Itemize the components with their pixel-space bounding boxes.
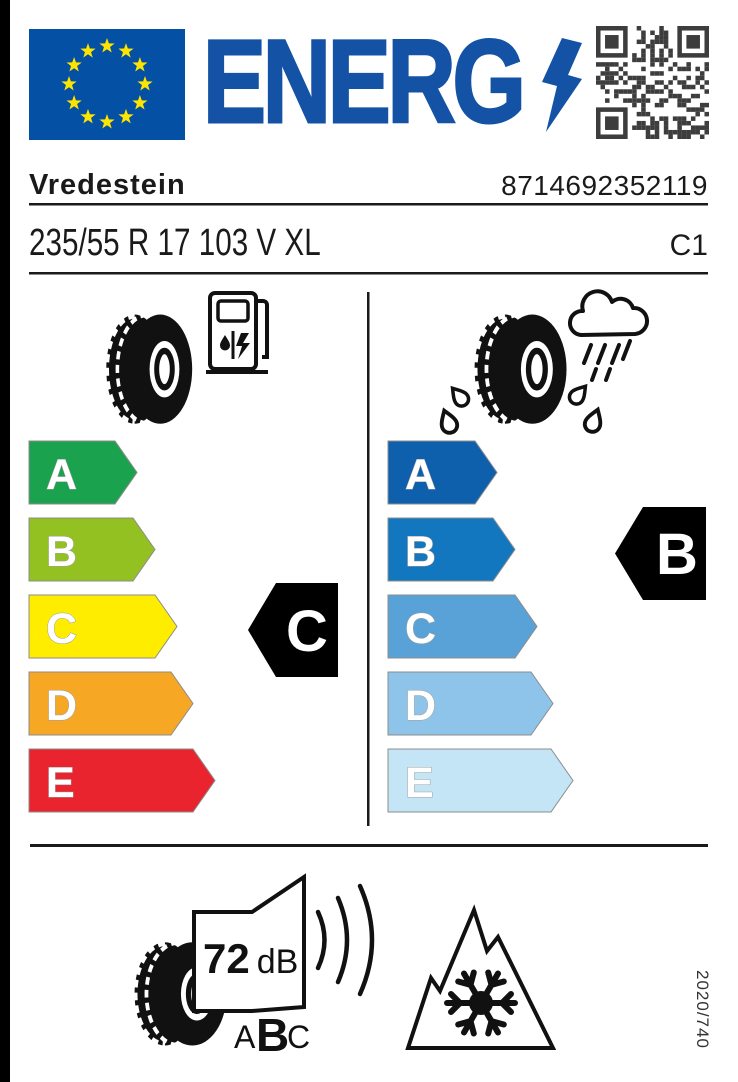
noise-value-text: 72 dB [203,935,299,982]
rule-above-noise [30,844,708,847]
svg-text:C: C [46,605,78,653]
tyre-class: C1 [669,229,708,262]
rule-under-supplier [29,203,708,206]
noise-class-rating: B [256,1009,290,1061]
energy-logo-text: ENERG [203,16,523,148]
svg-text:E: E [405,759,434,807]
svg-text:A: A [405,451,437,499]
tyre-fuel-pump-icon [106,293,268,424]
noise-class-a: A [234,1019,256,1055]
three-peak-mountain-snowflake-icon [408,910,553,1048]
wet-grip-scale [388,441,573,812]
svg-text:B: B [405,528,437,576]
tyre-size-designation: 235/55 R 17 103 V XL [29,222,321,264]
svg-text:D: D [46,682,78,730]
wet-grip-rating-indicator [615,507,706,600]
svg-text:B: B [46,528,78,576]
noise-class-c: C [287,1019,311,1055]
svg-text:D: D [405,682,437,730]
svg-text:A: A [46,451,78,499]
regulation-number: 2020/740 [693,970,712,1049]
fuel-rating-indicator [248,583,338,677]
speaker-sound-waves-icon [135,877,372,1061]
svg-text:C: C [405,605,437,653]
svg-text:E: E [46,759,75,807]
type-identifier: 8714692352119 [501,170,708,201]
center-divider [367,292,370,826]
tyre-rain-cloud-icon [437,291,647,435]
fuel-efficiency-scale [29,441,215,812]
rule-under-size [29,272,708,275]
svg-text:C: C [286,599,328,664]
supplier-name: Vredestein [29,169,186,201]
sound-waves [318,886,372,994]
svg-text:B: B [656,522,698,587]
